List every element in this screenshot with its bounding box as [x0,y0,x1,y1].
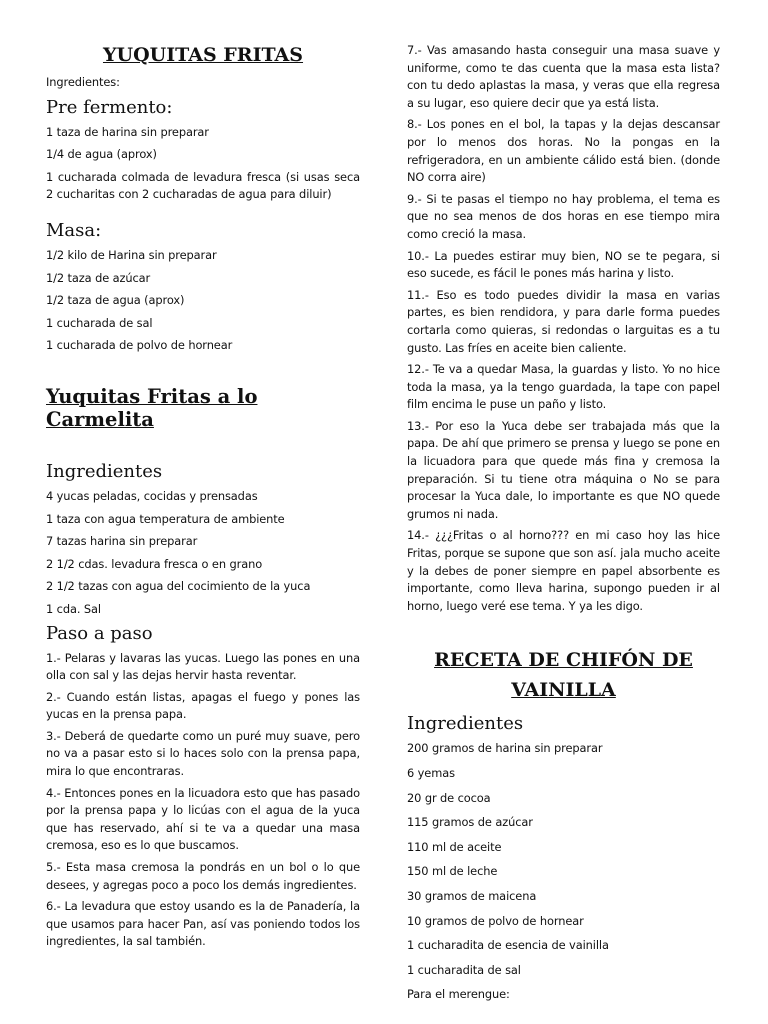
ingredient-item: 1 taza con agua temperatura de ambiente [46,511,285,526]
ingredients-heading: Ingredientes [46,460,163,482]
prefermento-heading: Pre fermento: [46,96,173,118]
ingredient-item: 110 ml de aceite [407,839,502,854]
ingredient-item: Para el merengue: [407,987,510,1002]
step-item: 7.- Vas amasando hasta conseguir una masa suave y uniforme, como te das cuenta que la masa esta lista? con tu dedo aplastas la masa, y veras que ella regresa a su lugar, eso quiere decir que ya está lista. [407,43,720,110]
ingredient-item: 4 yucas peladas, cocidas y prensadas [46,488,258,503]
ingredient-item: 200 gramos de harina sin preparar [407,741,603,756]
masa-heading: Masa: [46,219,102,241]
recipe-title-carmelita: Yuquitas Fritas a lo Carmelita [46,384,258,431]
ingredient-item: 115 gramos de azúcar [407,815,533,830]
step-item: 6.- La levadura que estoy usando es la de Panadería, la que usamos para hacer Pan, así vas poniendo todos los ingredientes, la sal también. [46,899,360,949]
paso-a-paso-heading: Paso a paso [46,622,153,644]
step-item: 3.- Deberá de quedarte como un puré muy suave, pero no va a pasar esto si lo haces solo con la prensa papa, mira lo que encontraras. [46,728,360,779]
step-item: 10.- La puedes estirar muy bien, NO se te pegara, si eso sucede, es fácil le pones más harina y listo. [407,248,720,281]
step-item: 8.- Los pones en el bol, la tapas y la dejas descansar por lo menos dos horas. No la pongas en la refrigeradora, en un ambiente cálido está bien. (donde NO corra aire) [407,117,720,185]
step-item: 4.- Entonces pones en la licuadora esto que has pasado por la prensa papa y lo licúas con el agua de la yuca que has reservado, ahí si te va a quedar una masa cremosa, eso es lo que buscamos. [46,785,360,853]
ingredient-item: 2 1/2 cdas. levadura fresca o en grano [46,556,263,571]
ingredient-item: 6 yemas [407,766,455,780]
left-column [46,0,360,951]
recipe-title-chifon-line1: RECETA DE CHIFÓN DE [434,649,693,672]
recipe-title-yuquitas-fritas: YUQUITAS FRITAS [102,44,304,66]
ingredients-heading: Ingredientes [407,713,524,735]
ingredient-item: 7 tazas harina sin preparar [46,534,198,549]
ingredient-item: 150 ml de leche [407,864,498,879]
step-item: 1.- Pelaras y lavaras las yucas. Luego las pones en una olla con sal y las dejas hervir hasta reventar. [46,650,360,683]
masa-item: 1 cucharada de polvo de hornear [46,338,233,353]
step-item: 13.- Por eso la Yuca debe ser trabajada más que la papa. De ahí que primero se prensa y luego se pone en la licuadora para que quede más fina y cremosa la preparación. Si tu tiene otra máquina o No se para procesar la Yuca dale, lo importante es que NO quede grumos ni nada. [407,418,720,521]
step-item: 9.- Si te pasas el tiempo no hay problema, el tema es que no sea menos de dos horas en ese tiempo mira como creció la masa. [407,191,720,241]
recipe-title-chifon-line2: VAINILLA [511,679,616,702]
step-item: 12.- Te va a quedar Masa, la guardas y listo. Yo no hice toda la masa, ya la tengo guardada, la tape con papel film encima le puse un paño y listo. [407,362,720,412]
ingredient-item: 1 cda. Sal [46,601,101,616]
prefermento-item: 1 cucharada colmada de levadura fresca (si usas seca 2 cucharitas con 2 cucharadas de agua para diluir) [46,169,360,202]
ingredient-item: 1 cucharadita de esencia de vainilla [407,938,609,953]
ingredient-item: 1 cucharadita de sal [407,962,521,977]
ingredient-item: 10 gramos de polvo de hornear [407,913,584,928]
recipe-title-chifon [407,645,720,705]
ingredient-item: 20 gr de cocoa [407,790,491,805]
right-column [407,0,720,1004]
step-item: 11.- Eso es todo puedes dividir la masa en varias partes, es bien rendidora, y para darle forma puedes cortarla como quieras, si redondas o larguitas es a tu gusto. Las fríes en aceite bien caliente. [407,287,720,355]
step-item: 2.- Cuando están listas, apagas el fuego y pones las yucas en la prensa papa. [46,689,360,722]
ingredients-label: Ingredientes: [46,75,120,89]
masa-item: 1/2 kilo de Harina sin preparar [46,247,217,262]
prefermento-item: 1 taza de harina sin preparar [46,124,209,139]
masa-item: 1/2 taza de agua (aprox) [46,293,185,308]
masa-item: 1 cucharada de sal [46,315,153,330]
step-item: 5.- Esta masa cremosa la pondrás en un bol o lo que desees, y agregas poco a poco los demás ingredientes. [46,860,360,892]
step-item: 14.- ¿¿¿Fritas o al horno??? en mi caso hoy las hice Fritas, porque se supone que son así. jala mucho aceite y la debes de poner siempre en papel absorbente es importante, como lleva harina, supongo pueden ir al horno, luego veré ese tema. Y ya les digo. [407,528,720,613]
ingredient-item: 2 1/2 tazas con agua del cocimiento de la yuca [46,579,311,594]
prefermento-item: 1/4 de agua (aprox) [46,147,157,162]
masa-item: 1/2 taza de azúcar [46,270,151,285]
ingredient-item: 30 gramos de maicena [407,888,537,903]
